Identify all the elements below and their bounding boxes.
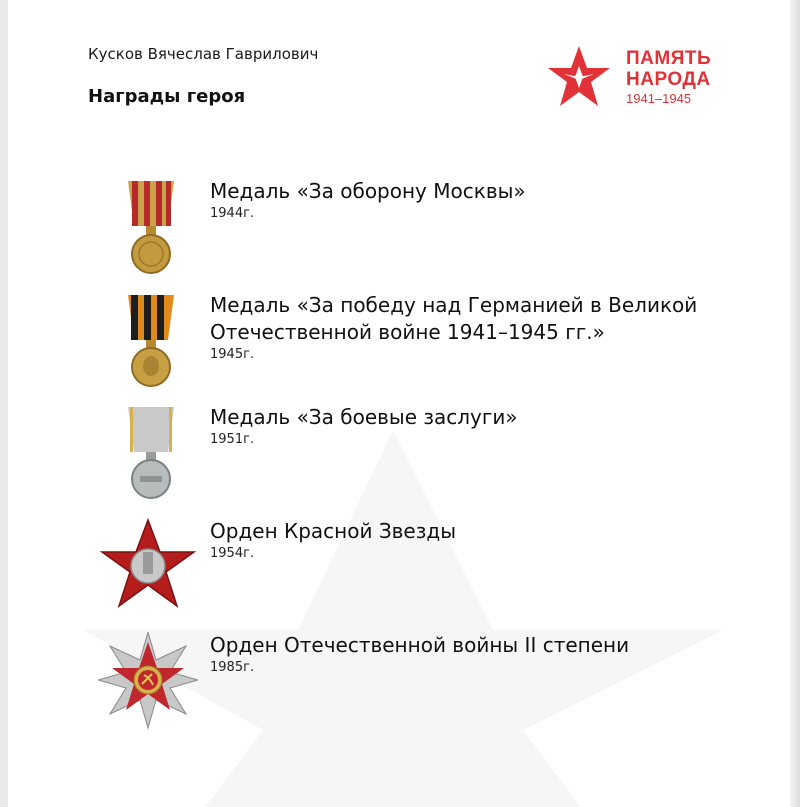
award-item xyxy=(98,178,718,278)
award-year: 1985г. xyxy=(210,660,255,675)
logo-line2: НАРОДА xyxy=(626,69,711,90)
award-year: 1954г. xyxy=(210,546,255,561)
award-year: 1945г. xyxy=(210,347,255,362)
medal-combat-merit-icon xyxy=(98,404,198,504)
logo-line1: ПАМЯТЬ xyxy=(626,48,712,69)
award-item xyxy=(98,632,718,732)
page-edge-shadow xyxy=(790,0,800,807)
award-item xyxy=(98,518,718,618)
order-patriotic-war-icon xyxy=(98,632,198,732)
award-name: Медаль «За боевые заслуги» xyxy=(210,405,518,429)
red-star-logo-icon xyxy=(546,44,612,110)
award-name: Медаль «За оборону Москвы» xyxy=(210,179,526,203)
award-name: Орден Отечественной войны II степени xyxy=(210,633,630,657)
document-page xyxy=(8,0,790,807)
logo-text xyxy=(626,48,711,107)
award-year: 1944г. xyxy=(210,206,255,221)
person-name: Кусков Вячеслав Гаврилович xyxy=(88,45,319,63)
pamyat-naroda-logo[interactable] xyxy=(546,42,736,112)
logo-years: 1941–1945 xyxy=(626,91,692,106)
award-item xyxy=(98,292,718,392)
award-item xyxy=(98,404,718,504)
medal-defense-of-moscow-icon xyxy=(98,178,198,278)
medal-victory-over-germany-icon xyxy=(98,292,198,392)
order-red-star-icon xyxy=(98,518,198,618)
award-name: Орден Красной Звезды xyxy=(210,519,456,543)
award-name: Медаль «За победу над Германией в Великой Отечественной войне 1941–1945 гг.» xyxy=(210,293,698,344)
section-title: Награды героя xyxy=(88,86,246,107)
award-year: 1951г. xyxy=(210,432,255,447)
